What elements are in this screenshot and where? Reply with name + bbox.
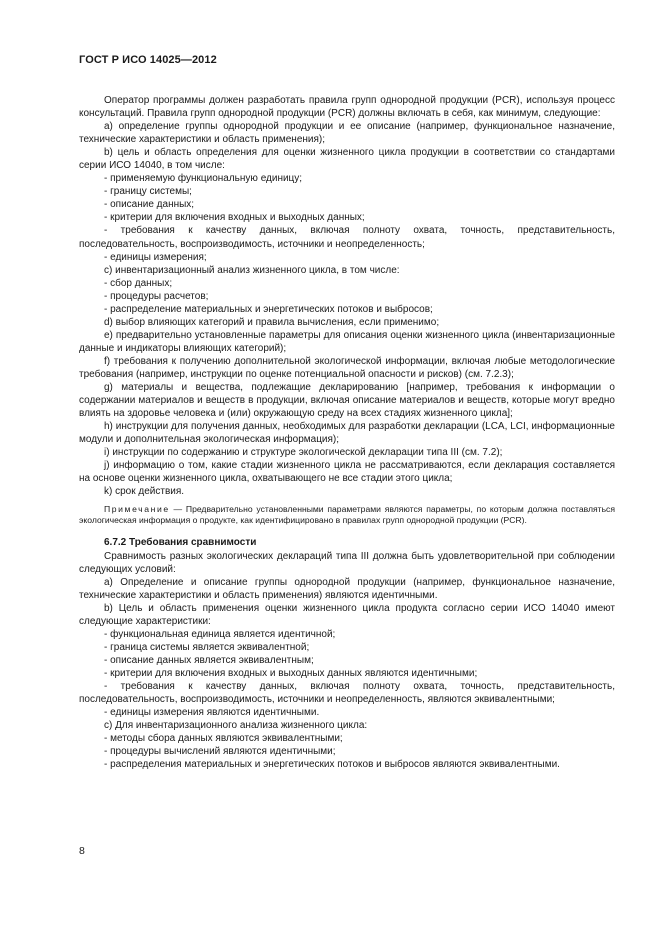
paragraph: k) срок действия. — [104, 486, 185, 498]
list-item: - требования к качеству данных, включая полноту охвата, точность, представительность, последовательность, воспроизводимость, источники и неопределенность; — [79, 225, 615, 250]
list-item: - требования к качеству данных, включая полноту охвата, точность, представительность, последовательность, воспроизводимость, источники и неопределенность, являются эквивалентными; — [79, 680, 615, 706]
note-label: Примечание — [104, 504, 170, 515]
note-text: — Предварительно установленными параметрами являются параметры, по которым должна поставляться экологическая информация о продукте, как идентифицировано в правилах групп однородной продукции (PCR). — [79, 504, 615, 526]
list-item: - границу системы; — [104, 186, 192, 198]
paragraph: f) требования к получению дополнительной экологической информации, включая любые методологические требования (например, инструкции по оценке потенциальной опасности и рисков) (см. 7.2.3); — [79, 355, 615, 380]
paragraph: g) материалы и вещества, подлежащие декларированию [например, требования к информации о содержании материалов и веществ в продукции, включая описание материалов и веществ, которые могут вредно влиять на здоровье человека и (или) окружающую среду на всех стадиях жизненного цикла]; — [79, 382, 615, 420]
note — [79, 504, 615, 526]
paragraph: b) цель и область определения для оценки жизненного цикла продукции в соответствии со стандартами серии ИСО 14040, в том числе: — [79, 147, 615, 172]
paragraph: a) Определение и описание группы однородной продукции (например, функциональное назначение, технические характеристики и область применения) являются идентичными. — [79, 576, 615, 601]
paragraph: a) определение группы однородной продукции и ее описание (например, функциональное назначение, технические характеристики и область применения); — [79, 121, 615, 146]
document-header: ГОСТ Р ИСО 14025—2012 — [79, 54, 217, 66]
list-item: - функциональная единица является идентичной; — [104, 628, 336, 640]
list-item: - распределение материальных и энергетических потоков и выбросов; — [104, 303, 433, 315]
paragraph: b) Цель и область применения оценки жизненного цикла продукта согласно серии ИСО 14040 имеют следующие характеристики: — [79, 602, 615, 627]
paragraph: h) инструкции для получения данных, необходимых для разработки декларации (LCA, LCI, информационные модули и дополнительная экологическая информация); — [79, 421, 615, 446]
list-item: - граница системы является эквивалентной; — [104, 641, 310, 653]
list-item: - описание данных; — [104, 199, 195, 211]
paragraph: e) предварительно установленные параметры для описания оценки жизненного цикла (инвентаризационные данные и индикаторы влияющих категорий); — [79, 329, 615, 354]
paragraph: d) выбор влияющих категорий и правила вычисления, если применимо; — [104, 316, 440, 328]
page-number: 8 — [79, 845, 85, 857]
list-item: - распределения материальных и энергетических потоков и выбросов являются эквивалентными. — [104, 759, 560, 771]
list-item: - применяемую функциональную единицу; — [104, 173, 303, 185]
list-item: - описание данных является эквивалентным; — [104, 654, 314, 666]
list-item: - единицы измерения; — [104, 251, 207, 263]
list-item: - методы сбора данных являются эквивалентными; — [104, 733, 343, 745]
section-heading: 6.7.2 Требования сравнимости — [104, 537, 257, 549]
document-body — [79, 94, 615, 771]
paragraph: c) Для инвентаризационного анализа жизненного цикла: — [104, 720, 368, 732]
paragraph: Сравнимость разных экологических деклараций типа III должна быть удовлетворительной при соблюдении следующих условий: — [79, 550, 615, 575]
list-item: - критерии для включения входных и выходных данных; — [104, 212, 365, 224]
paragraph: c) инвентаризационный анализ жизненного цикла, в том числе: — [104, 264, 400, 276]
list-item: - единицы измерения являются идентичными. — [104, 707, 320, 719]
paragraph: i) инструкции по содержанию и структуре экологической декларации типа III (см. 7.2); — [104, 447, 503, 459]
paragraph: j) информацию о том, какие стадии жизненного цикла не рассматриваются, если декларация составляется на основе оценки жизненного цикла, охватывающего не все стадии этого цикла; — [79, 460, 615, 485]
list-item: - сбор данных; — [104, 277, 173, 289]
paragraph: Оператор программы должен разработать правила групп однородной продукции (PCR), используя процесс консультаций. Правила групп однородной продукции (PCR) должны включать в себя, как минимум, следующие: — [79, 95, 615, 120]
list-item: - процедуры расчетов; — [104, 290, 209, 302]
list-item: - процедуры вычислений являются идентичными; — [104, 746, 336, 758]
list-item: - критерии для включения входных и выходных данных являются идентичными; — [104, 667, 478, 679]
